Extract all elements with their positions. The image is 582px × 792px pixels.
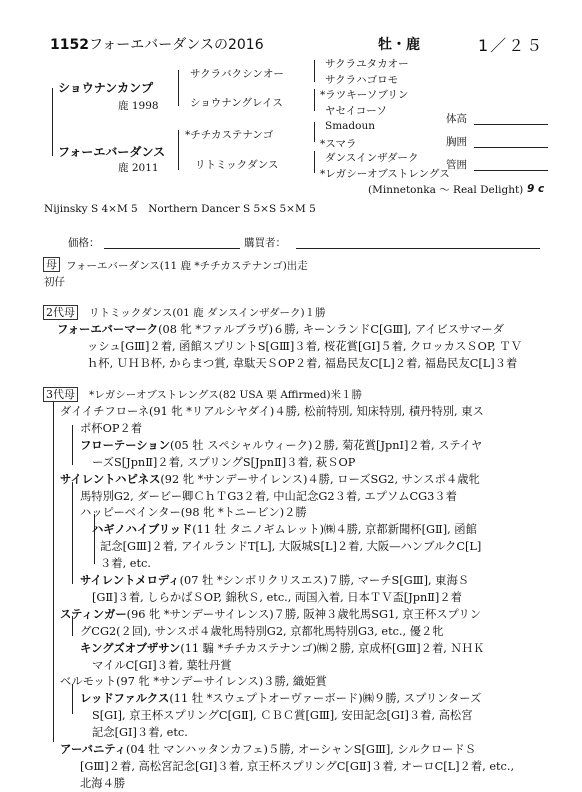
- gen3-line-text: [GⅡ]３着, しらかばＳOP, 錦秋Ｓ, etc., 両国入着, 日本ＴＶ盃[JpnⅡ]２着: [92, 590, 462, 604]
- gen3-line-text: S[GⅠ], 京王杯スプリングC[GⅡ], ＣＢＣ賞[GⅢ], 安田記念[GⅠ]３着, 高松宮: [92, 709, 473, 723]
- horse-name: フォーエバーダンスの2016: [88, 37, 264, 53]
- girth-field: [474, 147, 548, 148]
- dam-line1: フォーエバーダンス(11 鹿 *チチカステナンゴ)出走: [66, 260, 308, 272]
- dsd: *スマラ: [320, 138, 357, 150]
- tree-line: [53, 402, 54, 742]
- gen3-line-text: 北海４勝: [80, 776, 126, 790]
- sire-dam: ショウナングレイス: [190, 97, 283, 109]
- dam-dam: リトミックダンス: [195, 159, 279, 171]
- gen3-line: [80, 640, 484, 657]
- bracket-line: [314, 89, 315, 111]
- cannon-field: [474, 170, 548, 171]
- gen3-line-text: (11 牡 *スウェプトオーヴァーボード)㈱９勝, スプリンターズ: [169, 692, 482, 706]
- girth-label: 胸囲: [446, 136, 467, 148]
- gen3-head: *レガシーオブストレングス(82 USA 栗 Affirmed)米１勝: [89, 389, 363, 401]
- gen3-line: [92, 724, 188, 741]
- inbreeding: Nijinsky S 4×M 5 Northern Dancer S 5×S 5×M 5: [44, 203, 316, 215]
- gen3-horse-name: ハギノハイブリッド: [92, 523, 193, 537]
- lot-number-line: [50, 34, 264, 54]
- gen3-line-text: [GⅢ]２着, 高松宮記念[GⅠ]３着, 京王杯スプリングC[GⅡ]３着, オーロC[L]２着, etc.,: [80, 759, 515, 773]
- gen3-line: [60, 403, 484, 420]
- gen3-line: [80, 420, 142, 437]
- gen3-horse-name: アーバニティ: [60, 743, 126, 756]
- gen3-line-text: (04 牡 マンハッタンカフェ)５勝, オーシャンS[GⅢ], シルクロードＳ: [125, 743, 477, 756]
- gen2-entry: [57, 321, 504, 338]
- gen3-line: [60, 606, 481, 623]
- gen3-line: [80, 437, 482, 454]
- height-label: 体高: [446, 113, 467, 125]
- gen3-line: [92, 589, 462, 606]
- gen3-line: [92, 454, 355, 471]
- gen3-line-text: (11 騸 *チチカステナンゴ)㈱２勝, 京成杯[GⅢ]２着, ＮＨＫ: [180, 641, 485, 655]
- ddd-note: (Minnetonka ～ Real Delight): [368, 184, 524, 196]
- gen3-line: [60, 471, 480, 488]
- gen3-line-text: (07 牡 *シンボリクリスエス)７勝, マーチS[GⅢ], 東海Ｓ: [179, 574, 470, 587]
- gen3-horse-name: レッドファルクス: [80, 692, 170, 706]
- bracket-line: [52, 88, 53, 156]
- dss: Smadoun: [325, 120, 375, 132]
- sds: *ラツキーソブリン: [320, 89, 409, 101]
- bracket-line: [178, 130, 179, 170]
- ddd: *レガシーオブストレングス: [320, 168, 450, 180]
- family-number: 9 c: [527, 183, 545, 195]
- page-number: 1／２５: [478, 36, 545, 55]
- gen3-horse-name: スティンガー: [60, 607, 127, 621]
- gen3-horse-name: サイレントメロディ: [80, 574, 180, 587]
- gen2-cont: ッシュ[GⅢ]２着, 函館スプリントS[GⅢ]３着, 桜花賞[GⅠ]５着, クロッカスＳOP, ＴＶ: [87, 340, 522, 353]
- gen3-line-text: マイルC[GⅠ]３着, 葉牡丹賞: [92, 658, 232, 672]
- gen3-line-text: 馬特別G2, ダービー卿ＣｈＴG3２着, 中山記念G2３着, エプソムCG3３着: [80, 489, 457, 503]
- gen3-line: [80, 623, 444, 640]
- gen3-line: [60, 741, 476, 758]
- buyer-field: [296, 248, 540, 249]
- gen3-line: [92, 707, 473, 724]
- lot-number: 1152: [50, 37, 89, 53]
- gen3-line-text: (11 牡 タニノギムレット)㈱４勝, 京都新聞杯[GⅡ], 函館: [192, 523, 477, 537]
- gen3-line-text: (96 牝 *サンデーサイレンス)７勝, 阪神３歳牝馬SG1, 京王杯スプリン: [126, 607, 481, 621]
- gen3-line-text: (05 牡 スペシャルウィーク)２勝, 菊花賞[JpnⅠ]２着, ステイヤ: [169, 438, 483, 452]
- gen3-line: [80, 775, 125, 792]
- tree-line: [72, 425, 73, 465]
- sdd: ヤセイコーソ: [325, 105, 387, 117]
- gen3-line: [92, 657, 232, 674]
- bracket-line: [314, 60, 315, 82]
- dam-badge: 母: [43, 257, 60, 272]
- gen3-line: [100, 555, 151, 572]
- gen3-line: [100, 538, 481, 555]
- buyer-label: 購買者：: [244, 237, 286, 249]
- tree-line: [72, 482, 73, 584]
- bracket-line: [314, 151, 315, 173]
- sex-color: 牡・鹿: [378, 37, 420, 53]
- dam-info: 鹿 2011: [118, 162, 159, 174]
- gen2-entry-text: (08 牝 *ファルブラヴ)６勝, キーンランドC[GⅢ], アイビスサマーダ: [158, 323, 505, 336]
- sss: サクラユタカオー: [325, 58, 409, 70]
- bracket-line: [178, 70, 179, 106]
- gen3-line-text: ポ杯OP２着: [80, 421, 143, 435]
- dam-sire: *チチカステナンゴ: [185, 129, 274, 141]
- gen3-line: [80, 488, 457, 505]
- dds: ダンスインザダーク: [325, 152, 419, 164]
- cannon-label: 管囲: [446, 159, 467, 171]
- gen3-line-text: ハッピーベインター(98 牝 *トニービン)２勝: [80, 506, 307, 520]
- gen3-line-text: グCG2(２回), サンスポ４歳牝馬特別G2, 京都牝馬特別G3, etc., 優２牝: [80, 624, 444, 638]
- bracket-line: [314, 122, 315, 142]
- gen2-cont: ｈ杯, ＵＨＢ杯, からまつ賞, 韋駄天ＳOP２着, 福島民友C[L]２着, 福島民友C[L]３着: [87, 357, 518, 370]
- gen3-line: [80, 504, 307, 521]
- gen3-line: [80, 690, 481, 707]
- gen3-line: [92, 521, 477, 538]
- sire-name: ショウナンカンプ: [58, 81, 154, 95]
- gen3-line-text: ベルモット(97 牝 *サンデーサイレンス)３勝, 織姫賞: [60, 675, 327, 689]
- gen3-badge: 3代母: [43, 387, 78, 402]
- gen2-head: リトミックダンス(01 鹿 ダンスインザダーク)１勝: [89, 307, 326, 319]
- gen2-entry-name: フォーエバーマーク: [57, 323, 159, 336]
- height-field: [474, 124, 548, 125]
- gen3-line-text: 記念[GⅠ]３着, etc.: [92, 726, 188, 740]
- sire-sire: サクラバクシンオー: [190, 68, 284, 80]
- gen3-line-text: (92 牝 *サンデーサイレンス)４勝, ローズSG2, サンスポ４歳牝: [160, 472, 480, 486]
- price-field: [104, 248, 240, 249]
- price-label: 価格：: [68, 237, 100, 249]
- ssd: サクラハゴロモ: [325, 74, 399, 86]
- gen3-line-text: ーズS[JpnⅡ]２着, スプリングS[JpnⅡ]３着, 萩ＳOP: [92, 455, 356, 469]
- gen3-line: [60, 673, 327, 690]
- sire-info: 鹿 1998: [118, 100, 159, 112]
- gen3-line: [80, 572, 469, 589]
- dam-name: フォーエバーダンス: [58, 145, 166, 159]
- gen3-line-text: 記念[GⅢ]２着, アイルランドT[L], 大阪城S[L]２着, 大阪—ハンブルクC[L]: [100, 540, 482, 554]
- gen3-horse-name: フローテーション: [80, 438, 170, 452]
- gen3-line: [80, 758, 514, 775]
- gen2-badge: 2代母: [43, 305, 78, 320]
- gen3-line-text: ダイイチフローネ(91 牝 *リアルシヤダイ)４勝, 松前特別, 知床特別, 積丹特別, 東ス: [60, 405, 484, 418]
- gen3-horse-name: サイレントハピネス: [60, 472, 161, 486]
- gen3-horse-name: キングズオブザサン: [80, 641, 181, 655]
- dam-line2: 初仔: [44, 276, 65, 288]
- gen3-line-text: ３着, etc.: [100, 557, 151, 571]
